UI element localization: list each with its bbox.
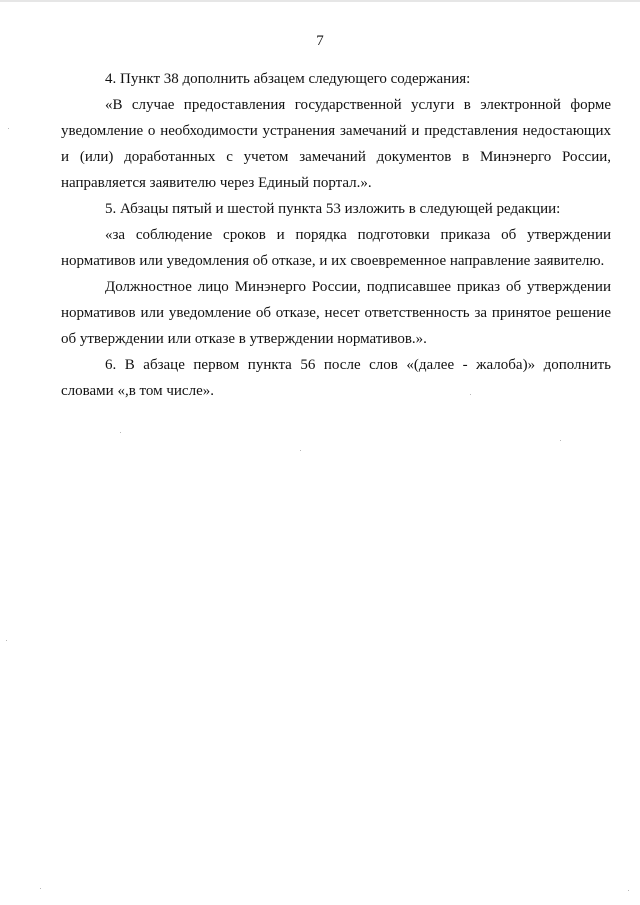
paragraph-item-5: 5. Абзацы пятый и шестой пункта 53 изложить в следующей редакции: xyxy=(105,201,561,217)
scan-speck xyxy=(628,890,629,891)
scan-top-edge xyxy=(0,0,640,2)
scan-speck xyxy=(470,394,471,395)
page-number: 7 xyxy=(316,33,324,49)
paragraph-official-responsibility: Должностное лицо Минэнерго России, подписавшее приказ об утверждении нормативов или уведомление об отказе, несет ответственность за принятое решение об утверждении или отказе в утверждении нормативов.». xyxy=(61,279,611,347)
scan-speck xyxy=(6,640,7,641)
paragraph-quote-electronic-form: «В случае предоставления государственной услуги в электронной форме уведомление о необходимости устранения замечаний и представления недостающих и (или) доработанных с учетом замечаний документов в Минэнерго России, направляется заявителю через Единый портал.». xyxy=(61,97,611,191)
scan-speck xyxy=(40,888,41,889)
paragraph-item-6: 6. В абзаце первом пункта 56 после слов «(далее - жалоба)» дополнить словами «,в том числе». xyxy=(61,357,611,399)
scan-speck xyxy=(8,128,9,129)
paragraph-quote-deadlines: «за соблюдение сроков и порядка подготовки приказа об утверждении нормативов или уведомления об отказе, и их своевременное направление заявителю. xyxy=(61,227,611,269)
scan-speck xyxy=(120,432,121,433)
paragraph-item-4: 4. Пункт 38 дополнить абзацем следующего содержания: xyxy=(105,71,471,87)
document-body xyxy=(61,66,611,404)
scan-speck xyxy=(300,450,301,451)
scan-speck xyxy=(560,440,561,441)
